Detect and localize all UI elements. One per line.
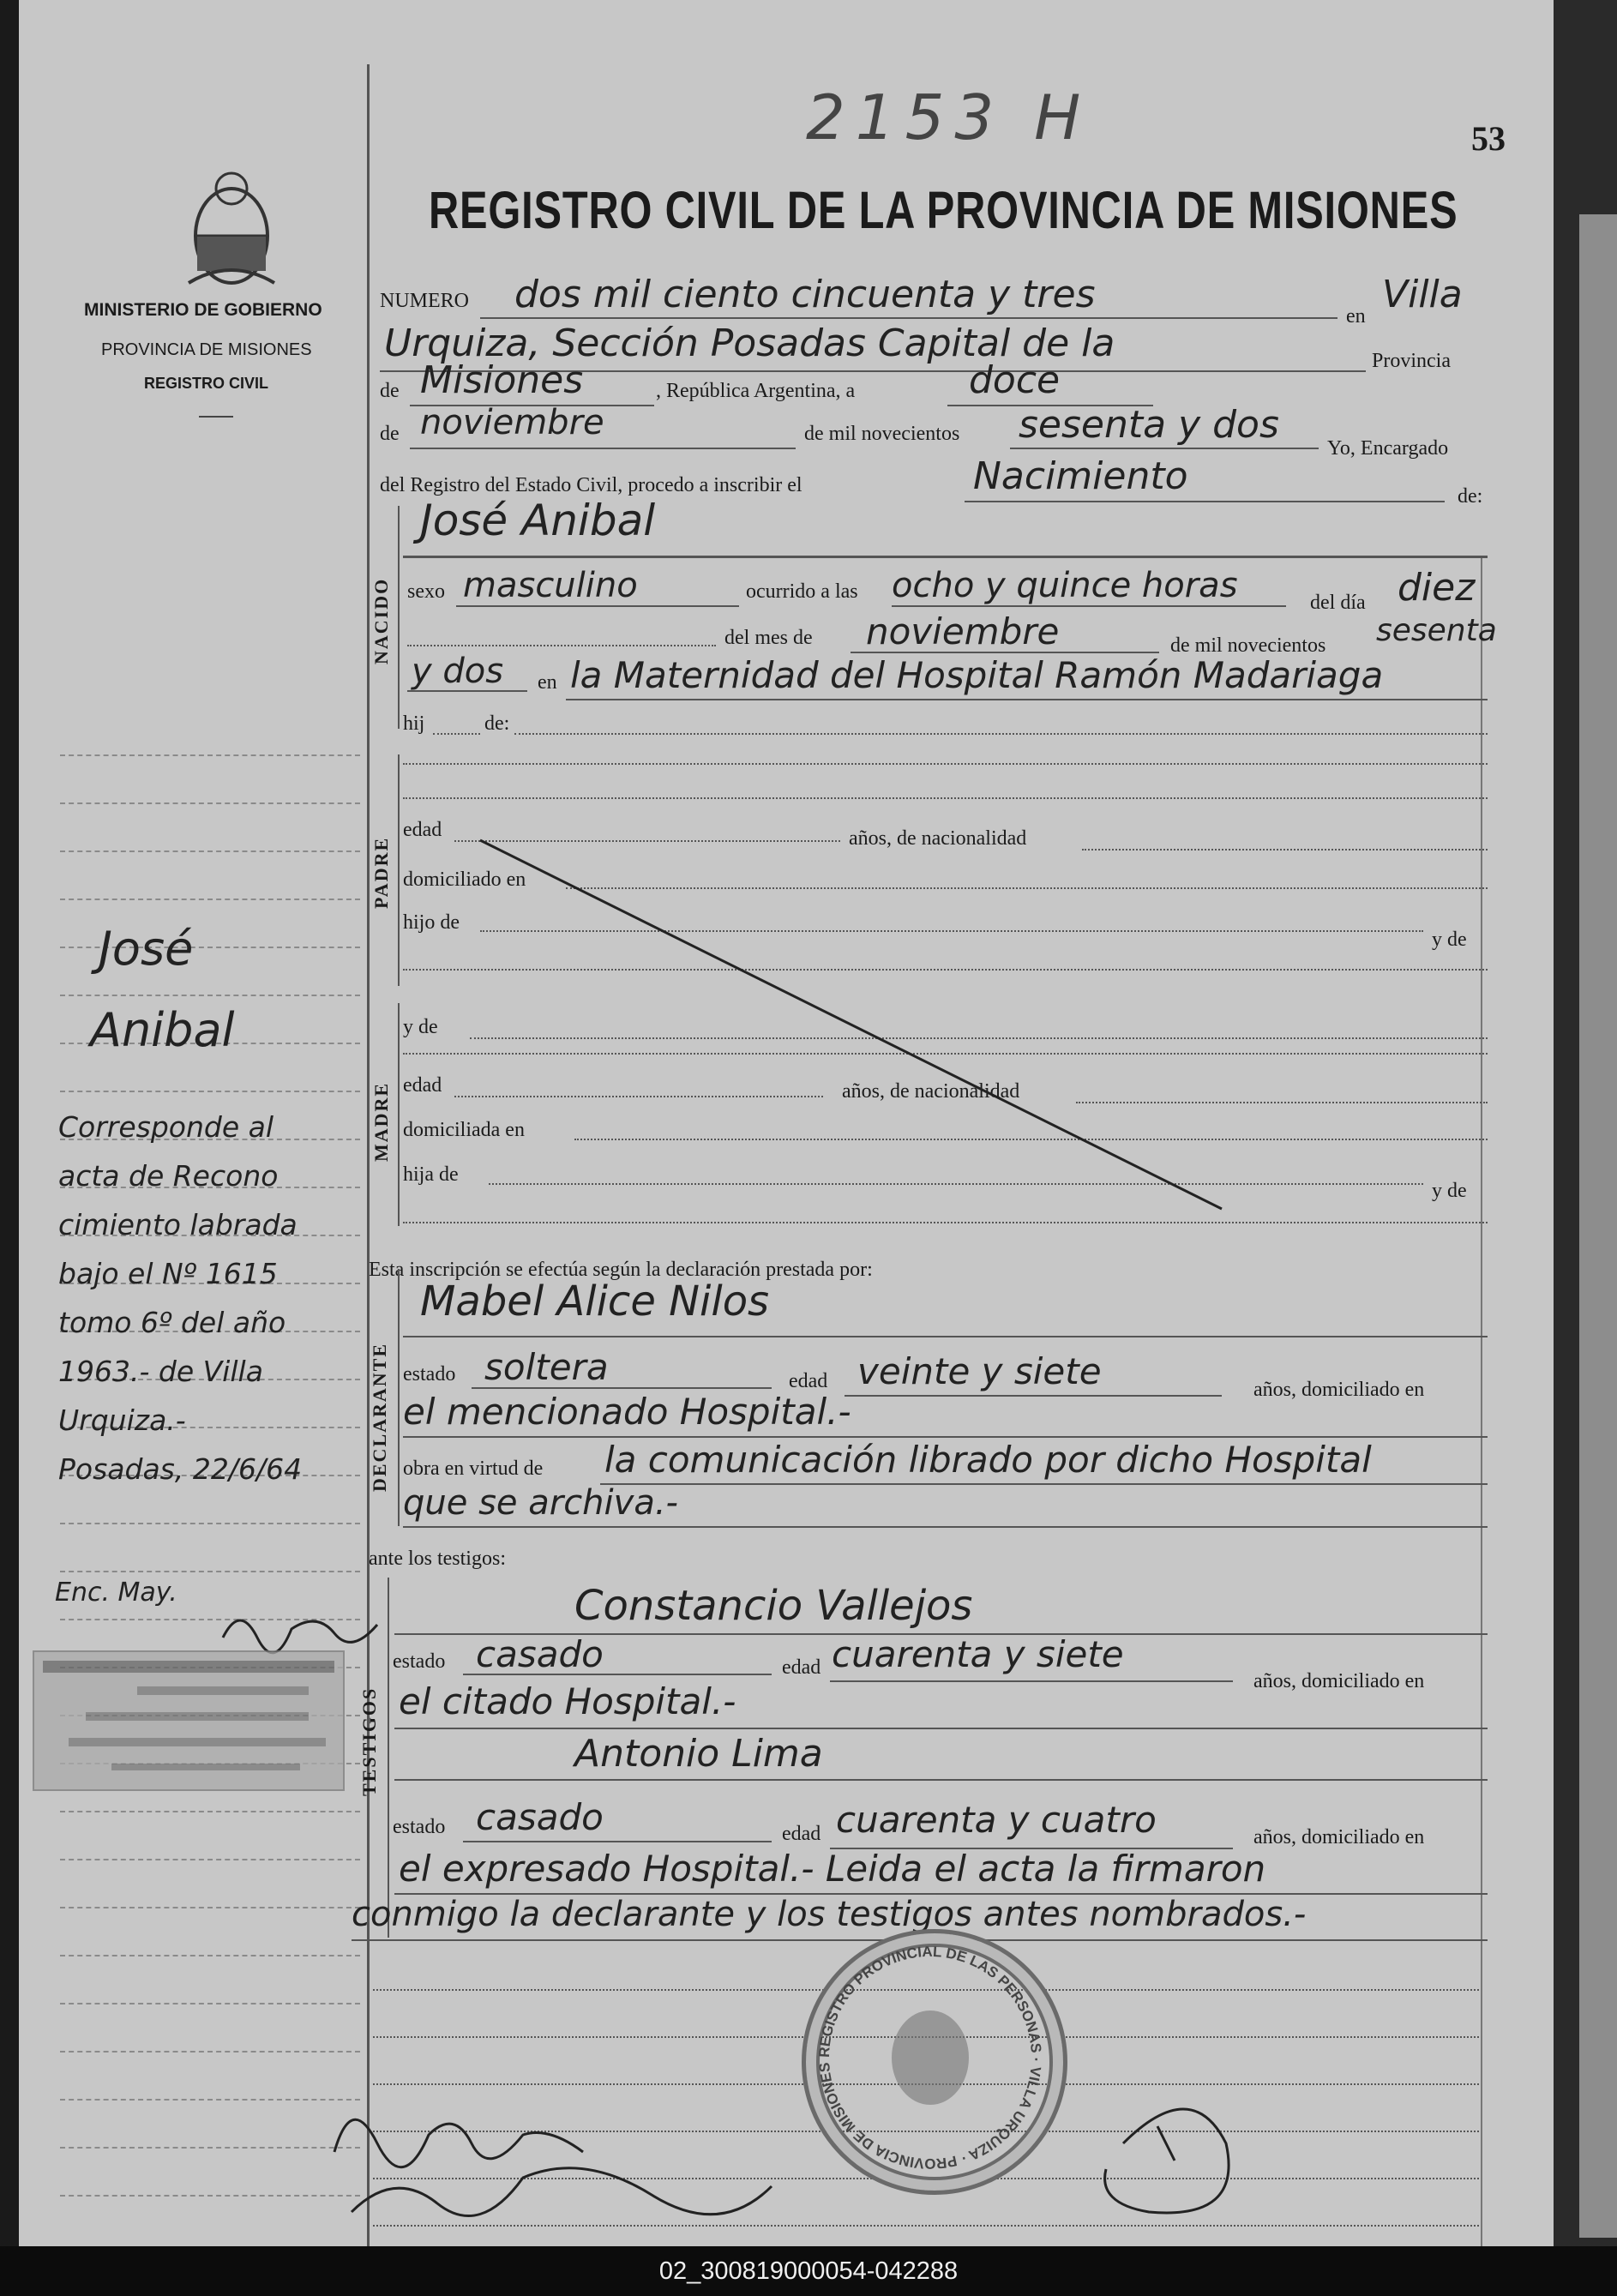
obra1-value: la comunicación librado por dicho Hospital: [604, 1439, 1372, 1481]
de2-label: de: [380, 423, 400, 445]
test2-edad-value: cuarenta y cuatro: [836, 1799, 1157, 1841]
de-mil-nov2-label: de mil novecientos: [1170, 634, 1326, 657]
margin-note-line: cimiento labrada: [58, 1208, 298, 1241]
margin-note-line: Posadas, 22/6/64: [58, 1452, 303, 1486]
declarante-value: Mabel Alice Nilos: [420, 1277, 770, 1325]
madre-edad-label: edad: [403, 1074, 442, 1097]
cierre1-value: el expresado Hospital.- Leida el acta la firmaron: [399, 1848, 1266, 1890]
section-madre: MADRE: [370, 1081, 392, 1162]
section-padre: PADRE: [370, 836, 392, 909]
numero-label: NUMERO: [380, 290, 470, 312]
ruled-line: [60, 1907, 360, 1908]
ruled-line: [60, 2147, 360, 2149]
test1-estado-label: estado: [393, 1650, 446, 1673]
en-label: en: [1346, 305, 1366, 328]
ocurrido-label: ocurrido a las: [746, 580, 858, 603]
margin-note-line: tomo 6º del año: [58, 1306, 286, 1339]
ruled-line: [60, 1571, 360, 1572]
madre-yde2-label: y de: [1432, 1180, 1467, 1202]
test2-edad-label: edad: [782, 1823, 821, 1845]
numero-value: dos mil ciento cincuenta y tres: [514, 273, 1096, 316]
decl-estado-label: estado: [403, 1363, 456, 1385]
margin-note-line: Corresponde al: [58, 1110, 274, 1144]
section-testigos: TESTIGOS: [358, 1686, 380, 1796]
hij-de-label: de:: [484, 712, 510, 735]
decl-dom-value: el mencionado Hospital.-: [403, 1391, 851, 1433]
republica-label: , República Argentina, a: [656, 380, 856, 402]
decl-edad-label: edad: [789, 1370, 828, 1392]
page-number: 53: [1471, 119, 1506, 158]
margin-name1: José: [99, 922, 194, 976]
test1-estado-value: casado: [476, 1633, 604, 1675]
madre-yde-label: y de: [403, 1016, 438, 1038]
page-title: REGISTRO CIVIL DE LA PROVINCIA DE MISIONES: [429, 181, 1458, 239]
de-colon-label: de:: [1458, 485, 1483, 508]
ruled-line: [60, 2051, 360, 2053]
acto-value: Nacimiento: [973, 454, 1188, 498]
test1-dom-value: el citado Hospital.-: [399, 1680, 736, 1722]
cierre2-value: conmigo la declarante y los testigos antes nombrados.-: [352, 1895, 1307, 1934]
padre-yde-label: y de: [1432, 929, 1467, 951]
yo-encargado-label: Yo, Encargado: [1327, 437, 1449, 460]
lugar2-value: Urquiza, Sección Posadas Capital de la: [384, 322, 1115, 365]
decl-estado-value: soltera: [484, 1346, 609, 1388]
del-mes-label: del mes de: [724, 627, 813, 649]
test1-nombre-value: Constancio Vallejos: [574, 1582, 973, 1630]
provincia-field-label: Provincia: [1372, 350, 1451, 372]
anio-nac2-value: y dos: [412, 652, 504, 691]
lugar-nac-value: la Maternidad del Hospital Ramón Madariaga: [570, 654, 1384, 696]
de-mil-novecientos-label: de mil novecientos: [804, 423, 960, 445]
ruled-line: [60, 1091, 360, 1092]
ministerio-label: MINISTERIO DE GOBIERNO: [84, 300, 322, 320]
seal-text: REGISTRO PROVINCIAL DE LAS PERSONAS · VILLA URQUIZA · PROVINCIA DE MISIONES: [815, 1943, 1045, 2173]
provincia-value: Misiones: [420, 358, 584, 402]
sexo-value: masculino: [463, 566, 638, 605]
section-nacido: NACIDO: [370, 577, 392, 664]
test1-edad-value: cuarenta y siete: [832, 1633, 1124, 1675]
header-rule: [199, 416, 233, 418]
hora-value: ocho y quince horas: [892, 566, 1238, 605]
decl-edad-value: veinte y siete: [857, 1350, 1102, 1392]
obra-label: obra en virtud de: [403, 1458, 544, 1480]
padre-edad-label: edad: [403, 819, 442, 841]
margin-name2: Anibal: [90, 1003, 235, 1057]
ruled-line: [60, 802, 360, 804]
page-edge: [1554, 0, 1617, 2246]
section-declarante: DECLARANTE: [369, 1342, 390, 1492]
signatures: [326, 2075, 1355, 2246]
test2-nombre-value: Antonio Lima: [574, 1732, 823, 1776]
en2-label: en: [538, 671, 557, 694]
test1-edad-label: edad: [782, 1656, 821, 1679]
ruled-line: [60, 995, 360, 996]
ruled-line: [60, 2003, 360, 2004]
decl-anos-label: años, domiciliado en: [1253, 1379, 1425, 1401]
madre-hija-label: hija de: [403, 1163, 459, 1186]
cancel-diagonal-line: [463, 823, 1235, 1217]
margin-sign-text: Enc. May.: [55, 1578, 177, 1608]
dia-value: doce: [969, 358, 1061, 402]
mes-value: noviembre: [420, 403, 604, 442]
obra2-value: que se archiva.-: [403, 1483, 678, 1523]
ante-testigos-label: ante los testigos:: [369, 1548, 506, 1570]
margin-note-line: 1963.- de Villa: [58, 1355, 263, 1388]
declaracion-label: Esta inscripción se efectúa según la declaración prestada por:: [369, 1259, 873, 1281]
ruled-line: [60, 754, 360, 756]
del-dia-label: del día: [1310, 592, 1366, 614]
madre-anos-label: años, de nacionalidad: [842, 1080, 1020, 1103]
coat-of-arms-icon: [171, 163, 292, 292]
ruled-line: [60, 899, 360, 900]
ruled-line: [60, 1811, 360, 1812]
nombre-value: José Anibal: [420, 496, 656, 545]
margin-note-line: acta de Recono: [58, 1159, 279, 1193]
margin-note-line: bajo el Nº 1615: [58, 1257, 278, 1290]
ruled-line: [60, 2099, 360, 2101]
ruled-line: [60, 2195, 360, 2197]
margin-note-line: Urquiza.-: [58, 1403, 186, 1437]
mes-nac-value: noviembre: [866, 610, 1060, 652]
registro-line-label: del Registro del Estado Civil, procedo a inscribir el: [380, 474, 802, 496]
test2-estado-value: casado: [476, 1796, 604, 1838]
test2-anos-label: años, domiciliado en: [1253, 1826, 1425, 1848]
dia-nac-value: diez: [1398, 566, 1476, 610]
ruled-line: [60, 1955, 360, 1956]
footer-id: 02_300819000054-042288: [0, 2246, 1617, 2296]
anio-value: sesenta y dos: [1019, 403, 1279, 447]
padre-hijo-label: hijo de: [403, 911, 460, 934]
official-rect-stamp: [33, 1650, 345, 1791]
de-label: de: [380, 380, 400, 402]
madre-domicilio-label: domiciliada en: [403, 1119, 525, 1141]
padre-domicilio-label: domiciliado en: [403, 869, 526, 891]
ruled-line: [60, 850, 360, 852]
lugar1-value: Villa: [1382, 273, 1463, 316]
ruled-line: [60, 1523, 360, 1524]
registro-civil-label: REGISTRO CIVIL: [144, 375, 269, 392]
right-border-line: [1481, 557, 1482, 2246]
sexo-label: sexo: [407, 580, 445, 603]
provincia-label: PROVINCIA DE MISIONES: [101, 340, 312, 359]
anio-nac1-value: sesenta: [1376, 613, 1497, 648]
test1-anos-label: años, domiciliado en: [1253, 1670, 1425, 1692]
test2-estado-label: estado: [393, 1816, 446, 1838]
ruled-line: [60, 1859, 360, 1860]
padre-anos-label: años, de nacionalidad: [849, 827, 1027, 850]
hij-label: hij: [403, 712, 425, 735]
handwritten-record-number: 2153 H: [806, 81, 1091, 153]
